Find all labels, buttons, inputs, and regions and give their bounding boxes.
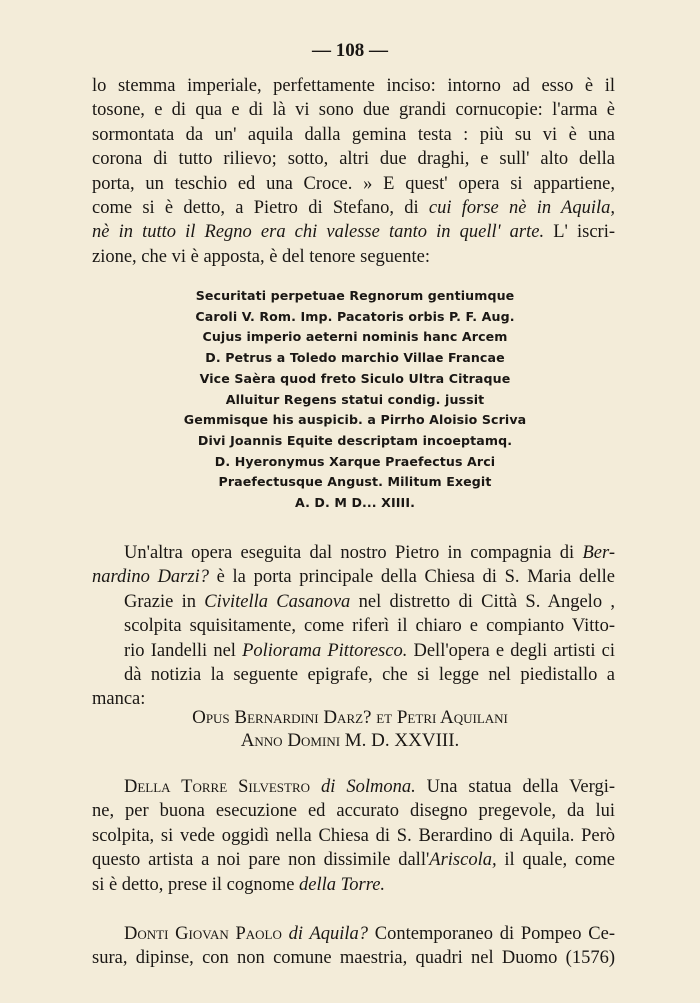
text-line: [92, 922, 615, 946]
italic-name: della Torre.: [299, 874, 386, 895]
text-line: [92, 590, 615, 614]
text-line: [92, 541, 615, 565]
inscription-line: Divi Joannis Equite descriptam incoeptamq.: [197, 432, 513, 448]
text-line: [92, 873, 615, 897]
paragraph-1: [92, 74, 615, 269]
artist-name: Donti Giovan Paolo: [124, 924, 282, 944]
epigraph-line: Opus Bernardini Darz? et Petri Aquilani: [192, 707, 508, 728]
inscription-line: A. D. M D... XIIII.: [294, 495, 415, 511]
epigraph-line: Anno Domini M. D. XXVIII.: [240, 730, 460, 751]
page-number: — 108 —: [312, 40, 388, 61]
inscription-line: Gemmisque his auspicib. a Pirrho Aloisio Scriva: [183, 412, 527, 428]
text-line: [92, 565, 615, 589]
inscription-line: Securitati perpetuae Regnorum gentiumque: [195, 288, 515, 303]
italic-span: di: [310, 777, 347, 797]
inscription-line: Alluitur Regens statui condig. jussit: [225, 391, 485, 407]
inscription-line: Caroli V. Rom. Imp. Pacatoris orbis P. F. Aug.: [195, 308, 515, 324]
text-span: L' iscri-: [544, 222, 615, 243]
epigraph: [0, 706, 700, 752]
italic-title: Poliorama Pittoresco.: [242, 640, 408, 661]
italic-place: Civitella Casanova: [204, 591, 351, 612]
text-line: lo stemma imperiale, perfettamente inciso: intorno ad esso è il: [92, 76, 615, 96]
paragraph-2: [92, 541, 615, 712]
inscription-line: D. Hyeronymus Xarque Praefectus Arci: [214, 453, 496, 469]
text-line: [92, 196, 615, 220]
text-line: dà notizia la seguente epigrafe, che si legge nel piedistallo a manca:: [92, 665, 615, 710]
inscription-line: Praefectusque Angust. Militum Exegit: [218, 474, 492, 490]
text-span: si è detto, prese il cognome: [92, 874, 300, 895]
text-line: scolpita, si vede oggidì nella Chiesa di S. Berardino di Aquila. Però: [92, 825, 615, 846]
paragraph-4: [92, 922, 615, 971]
text-line: [92, 220, 615, 244]
text-line: sormontata da un' aquila dalla gemina testa : più su vi è una: [92, 124, 615, 145]
text-line: corona di tutto rilievo; sotto, altri due draghi, e sull' alto della: [92, 149, 615, 170]
text-line: zione, che vi è apposta, è del tenore seguente:: [92, 246, 430, 267]
text-span: Contemporaneo di Pompeo Ce-: [368, 924, 615, 944]
text-span: nel distretto di Città S. Angelo ,: [350, 591, 615, 612]
italic-name: Ariscola,: [429, 850, 497, 871]
text-span: Un'altra opera eseguita dal nostro Pietro in compagnia di: [124, 543, 583, 563]
text-span: il quale, come: [496, 850, 615, 871]
italic-place: Solmona.: [346, 777, 416, 797]
text-span: come si è detto, a Pietro di Stefano, di: [92, 198, 429, 219]
inscription-line: D. Petrus a Toledo marchio Villae Francae: [205, 350, 505, 366]
text-line: [92, 848, 615, 872]
text-line: tosone, e di qua e di là vi sono due grandi cornucopie: l'arma è: [92, 100, 615, 121]
text-span: Grazie in: [124, 591, 205, 612]
text-span: questo artista a noi pare non dissimile dall': [92, 850, 430, 871]
italic-quote: cui forse nè in Aquila,: [428, 198, 616, 219]
latin-inscription: [120, 286, 590, 514]
inscription-line: Cujus imperio aeterni nominis hanc Arcem: [202, 329, 508, 345]
text-line: scolpita squisitamente, come riferì il chiaro e compianto Vitto-: [124, 616, 615, 637]
artist-name: Della Torre Silvestro: [124, 777, 311, 797]
text-line: [92, 639, 615, 663]
text-line: [92, 775, 615, 799]
text-line: sura, dipinse, con non comune maestria, quadri nel Duomo (1576): [92, 948, 615, 969]
italic-name: nardino Darzi?: [92, 567, 209, 588]
text-span: Dell'opera e degli artisti ci: [407, 640, 615, 661]
italic-quote: nè in tutto il Regno era chi valesse tanto in quell' arte.: [92, 222, 545, 243]
text-span: è la porta principale della Chiesa di S. Maria delle: [208, 567, 615, 588]
italic-name: Ber-: [582, 543, 615, 563]
paragraph-3: [92, 775, 615, 897]
text-line: porta, un teschio ed una Croce. » E quest' opera si appartiene,: [92, 173, 615, 194]
text-span: rio Iandelli nel: [124, 640, 243, 661]
text-line: ne, per buona esecuzione ed accurato disegno pregevole, da lui: [92, 801, 615, 822]
inscription-line: Vice Saèra quod freto Siculo Ultra Citraque: [199, 370, 511, 386]
text-span: Una statua della Vergi-: [415, 777, 615, 797]
italic-place: di Aquila?: [281, 924, 369, 944]
